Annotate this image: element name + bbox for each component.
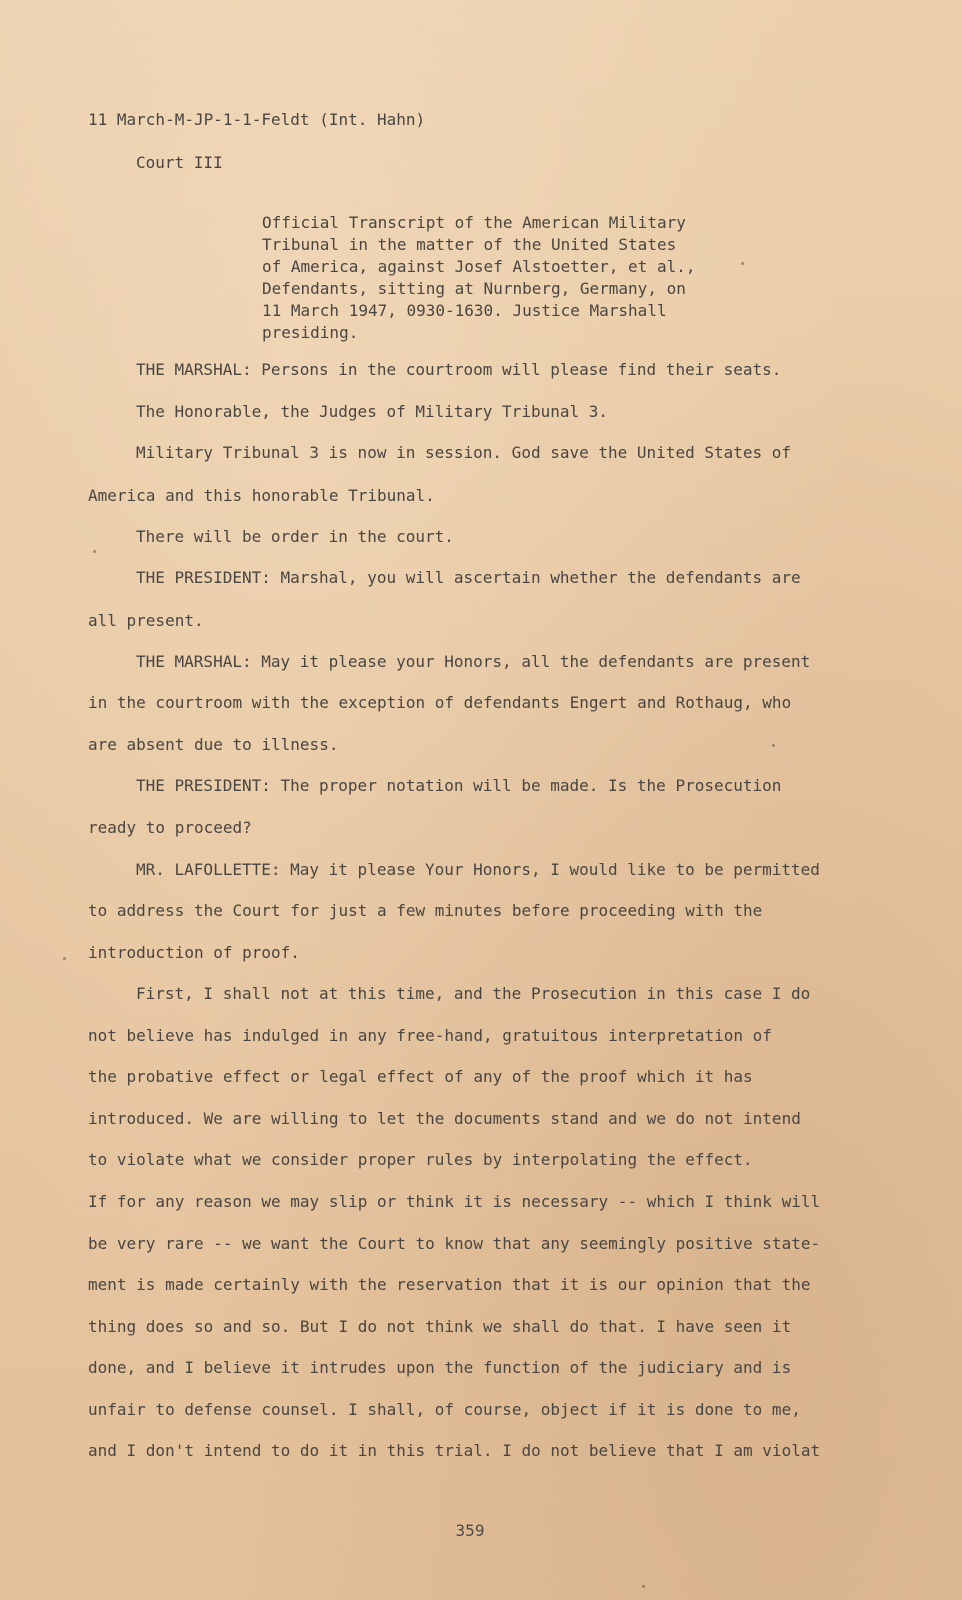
ink-speck [93,550,96,553]
caption-line: of America, against Josef Alstoetter, et al., [262,257,696,276]
ink-speck [63,957,66,960]
body-line: MR. LAFOLLETTE: May it please Your Honors, I would like to be permitted [136,860,820,879]
transcript-caption [262,212,732,344]
body-line: THE MARSHAL: May it please your Honors, all the defendants are present [136,652,811,671]
body-line: introduction of proof. [88,943,300,962]
ink-speck [772,744,775,747]
body-line: Military Tribunal 3 is now in session. God save the United States of [136,443,792,462]
body-line: The Honorable, the Judges of Military Tribunal 3. [136,402,609,421]
body-line: the probative effect or legal effect of any of the proof which it has [88,1067,753,1086]
caption-line: Tribunal in the matter of the United States [262,235,677,254]
body-line: all present. [88,611,204,630]
body-line: America and this honorable Tribunal. [88,486,435,505]
body-line: First, I shall not at this time, and the Prosecution in this case I do [136,984,811,1003]
body-line: not believe has indulged in any free-hand, gratuitous interpretation of [88,1026,772,1045]
body-line: are absent due to illness. [88,735,339,754]
ink-speck [741,262,744,265]
caption-line: presiding. [262,323,359,342]
caption-line: 11 March 1947, 0930-1630. Justice Marshall [262,301,667,320]
document-header: 11 March-M-JP-1-1-Feldt (Int. Hahn) [88,110,426,129]
body-line: THE MARSHAL: Persons in the courtroom will please find their seats. [136,360,782,379]
body-line: to address the Court for just a few minutes before proceeding with the [88,901,763,920]
caption-line: Defendants, sitting at Nurnberg, Germany, on [262,279,686,298]
body-line: THE PRESIDENT: Marshal, you will ascertain whether the defendants are [136,568,801,587]
court-designation: Court III [136,153,223,172]
ink-speck [642,1585,645,1588]
body-line: THE PRESIDENT: The proper notation will be made. Is the Prosecution [136,776,782,795]
body-line: ready to proceed? [88,818,252,837]
caption-line: Official Transcript of the American Military [262,213,686,232]
body-line: in the courtroom with the exception of defendants Engert and Rothaug, who [88,693,792,712]
body-line: unfair to defense counsel. I shall, of course, object if it is done to me, [88,1400,801,1419]
body-line: be very rare -- we want the Court to know that any seemingly positive state- [88,1234,821,1253]
body-line: ment is made certainly with the reservation that it is our opinion that the [88,1275,811,1294]
body-line: If for any reason we may slip or think it is necessary -- which I think will [88,1192,821,1211]
body-line: thing does so and so. But I do not think we shall do that. I have seen it [88,1317,792,1336]
page-number: 359 [455,1521,485,1540]
body-line: to violate what we consider proper rules by interpolating the effect. [88,1150,753,1169]
body-line: introduced. We are willing to let the documents stand and we do not intend [88,1109,801,1128]
body-line: There will be order in the court. [136,527,454,546]
body-line: done, and I believe it intrudes upon the function of the judiciary and is [88,1358,792,1377]
body-line: and I don't intend to do it in this trial. I do not believe that I am violat [88,1441,821,1460]
